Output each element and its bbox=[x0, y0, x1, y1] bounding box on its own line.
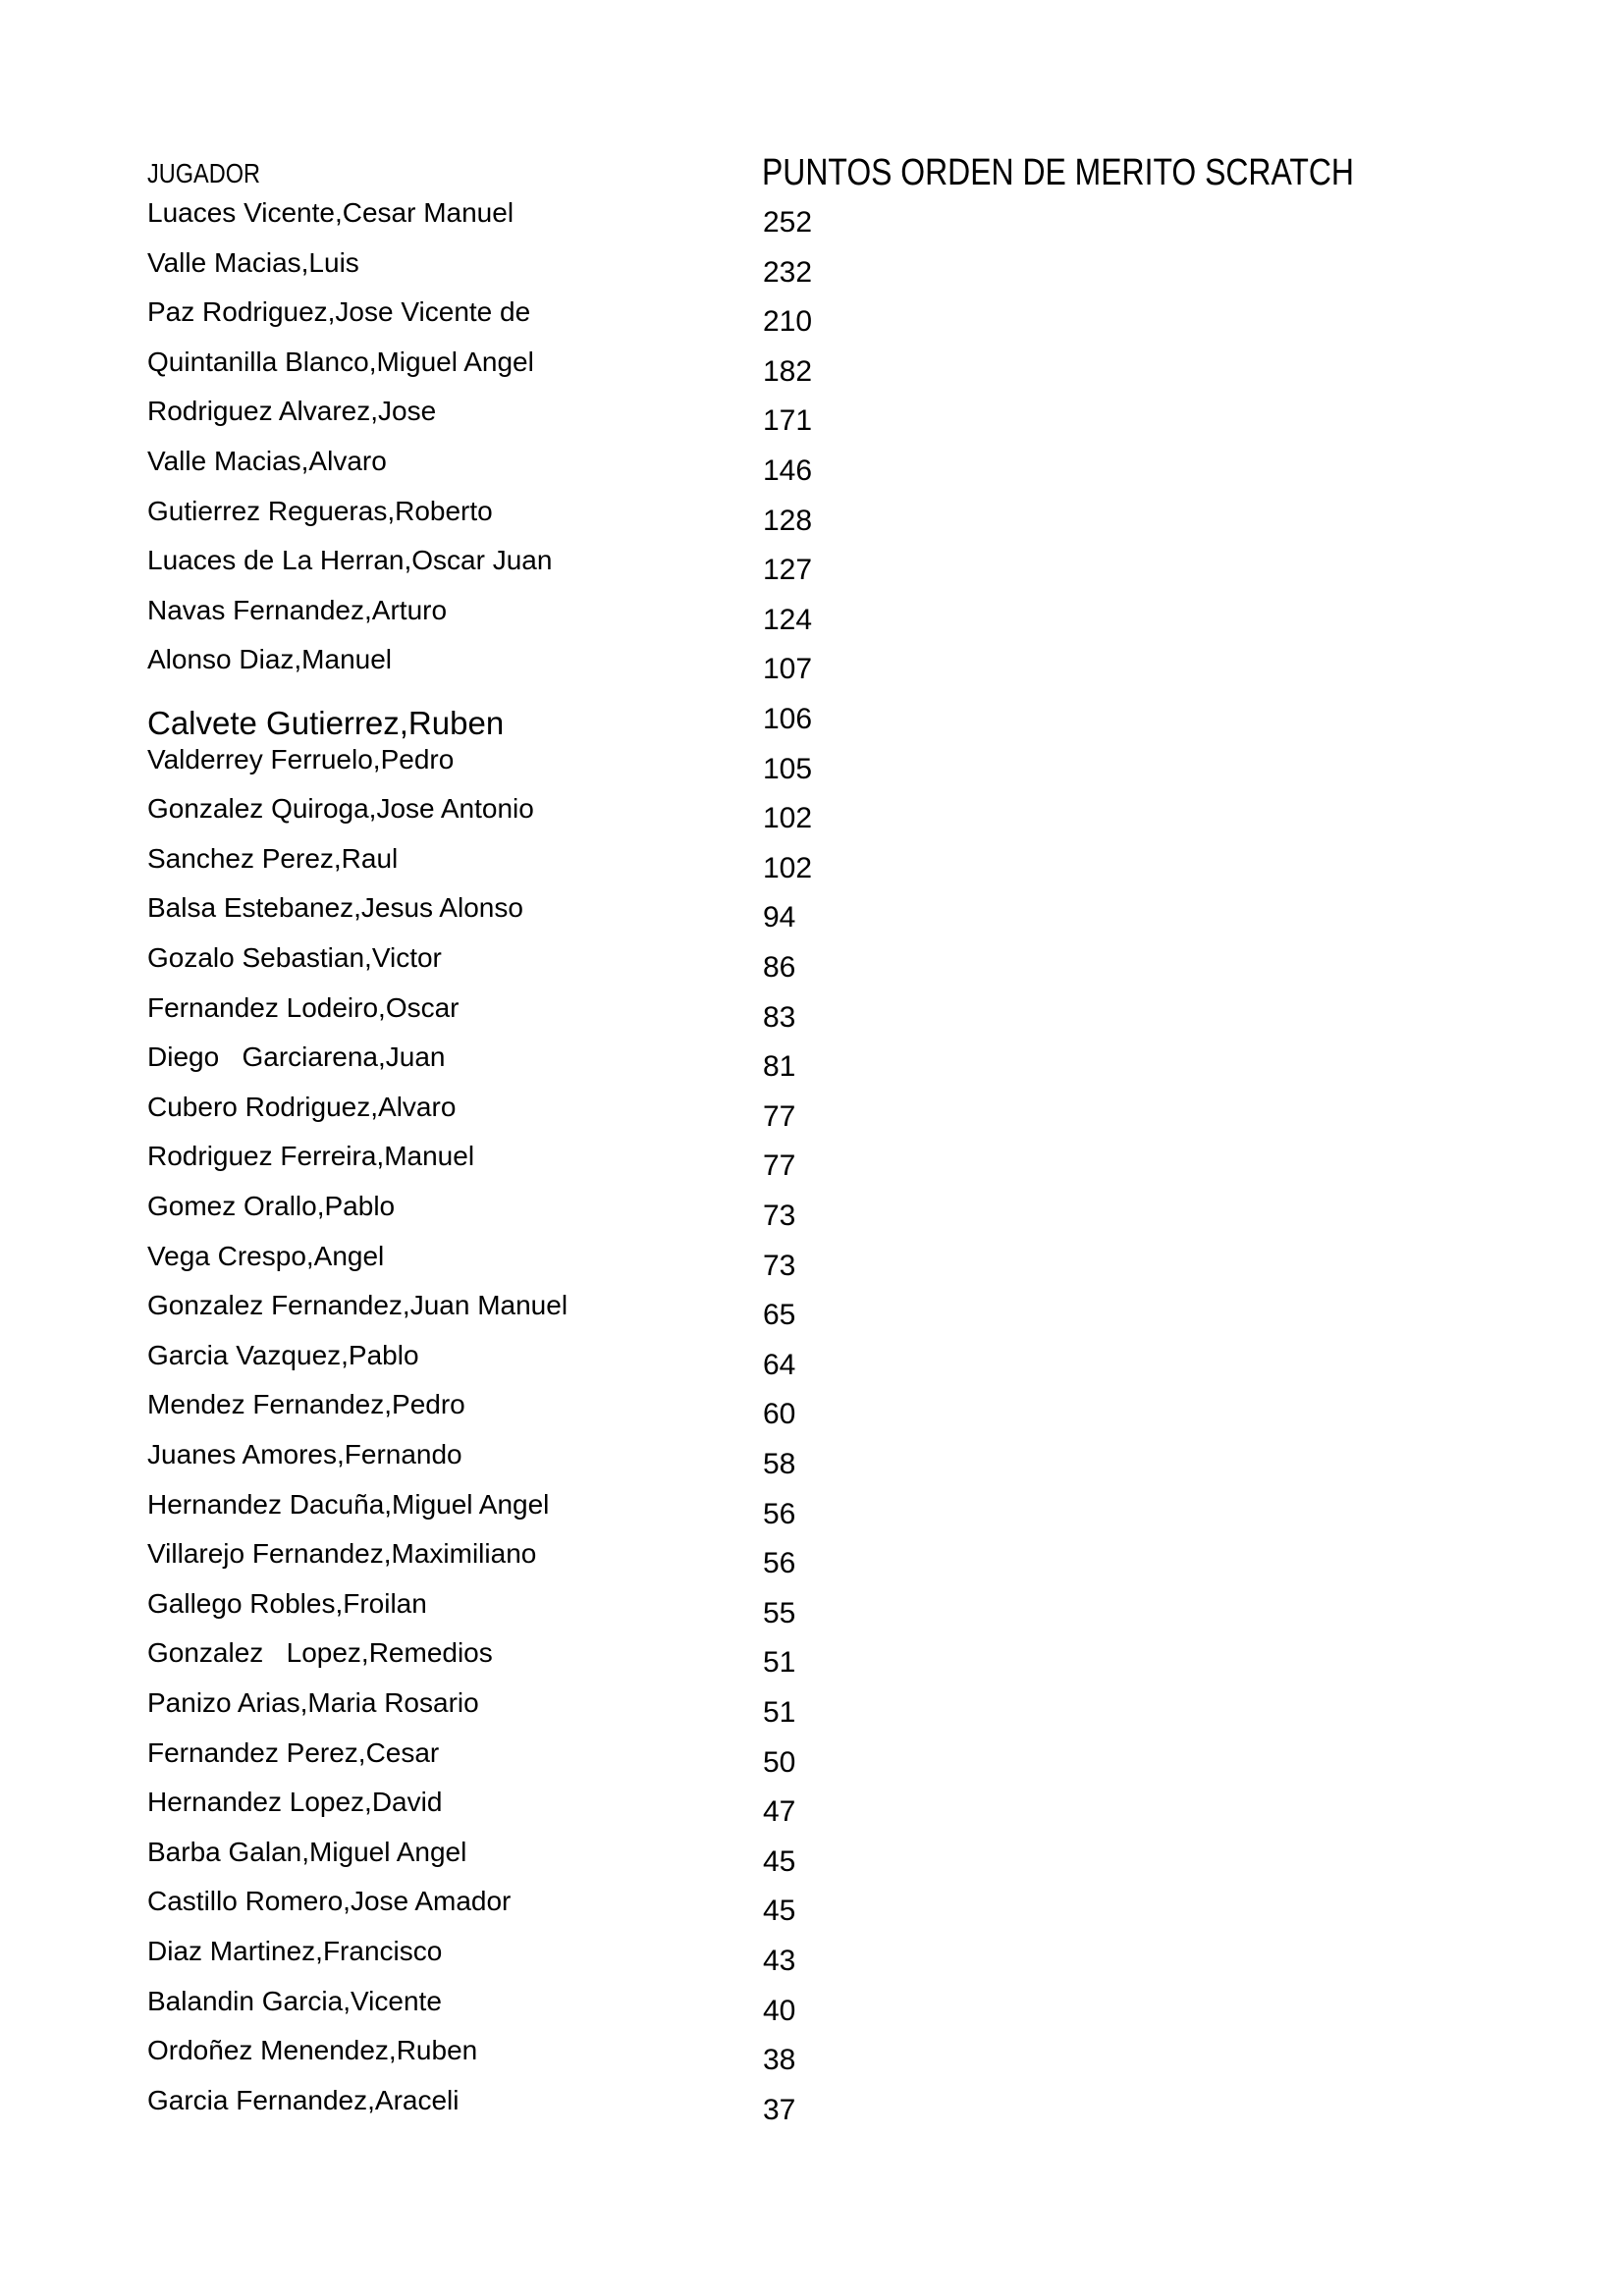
player-name: Panizo Arias,Maria Rosario bbox=[147, 1687, 479, 1718]
player-name: Valle Macias,Alvaro bbox=[147, 446, 387, 476]
player-points: 77 bbox=[763, 1099, 796, 1133]
player-name: Villarejo Fernandez,Maximiliano bbox=[147, 1538, 537, 1570]
player-name: Castillo Romero,Jose Amador bbox=[147, 1886, 512, 1917]
player-points: 51 bbox=[763, 1646, 796, 1680]
player-points: 56 bbox=[763, 1547, 796, 1580]
player-points: 83 bbox=[763, 1000, 796, 1034]
player-points: 65 bbox=[763, 1299, 796, 1332]
column-header-jugador: JUGADOR bbox=[147, 158, 261, 188]
player-points: 210 bbox=[763, 305, 813, 339]
player-name: Gonzalez Quiroga,Jose Antonio bbox=[147, 793, 534, 825]
player-points: 232 bbox=[763, 255, 813, 289]
player-points: 106 bbox=[763, 703, 813, 735]
player-points: 37 bbox=[763, 2093, 796, 2126]
player-points: 86 bbox=[763, 951, 796, 984]
player-points: 124 bbox=[763, 603, 813, 636]
player-points: 146 bbox=[763, 454, 813, 487]
player-name: Barba Galan,Miguel Angel bbox=[147, 1836, 467, 1867]
player-name: Rodriguez Alvarez,Jose bbox=[147, 396, 437, 427]
player-name: Garcia Fernandez,Araceli bbox=[147, 2084, 460, 2115]
player-name: Gutierrez Regueras,Roberto bbox=[147, 495, 493, 526]
player-name: Luaces de La Herran,Oscar Juan bbox=[147, 545, 553, 576]
player-points: 45 bbox=[763, 1844, 796, 1878]
player-points: 77 bbox=[763, 1149, 796, 1183]
player-name: Ordoñez Menendez,Ruben bbox=[147, 2035, 478, 2066]
player-name: Fernandez Perez,Cesar bbox=[147, 1736, 440, 1768]
player-points: 64 bbox=[763, 1348, 796, 1381]
player-points: 45 bbox=[763, 1895, 796, 1928]
player-name: Quintanilla Blanco,Miguel Angel bbox=[147, 346, 534, 377]
player-name: Gozalo Sebastian,Victor bbox=[147, 942, 442, 973]
player-name: Navas Fernandez,Arturo bbox=[147, 594, 448, 625]
player-points: 171 bbox=[763, 404, 813, 438]
player-name: Valle Macias,Luis bbox=[147, 246, 359, 278]
player-name: Gomez Orallo,Pablo bbox=[147, 1191, 396, 1221]
player-points: 127 bbox=[763, 554, 813, 587]
player-points: 51 bbox=[763, 1696, 796, 1729]
player-points: 105 bbox=[763, 752, 813, 785]
player-name: Gallego Robles,Froilan bbox=[147, 1587, 427, 1619]
player-points: 60 bbox=[763, 1398, 796, 1431]
player-points: 55 bbox=[763, 1596, 796, 1629]
player-name: Alonso Diaz,Manuel bbox=[147, 644, 393, 675]
player-name: Hernandez Lopez,David bbox=[147, 1787, 443, 1818]
player-name: Diaz Martinez,Francisco bbox=[147, 1936, 443, 1966]
player-name: Rodriguez Ferreira,Manuel bbox=[147, 1141, 475, 1172]
player-name: Mendez Fernandez,Pedro bbox=[147, 1389, 465, 1420]
player-name: Juanes Amores,Fernando bbox=[147, 1439, 462, 1469]
player-name: Gonzalez Lopez,Remedios bbox=[147, 1637, 493, 1669]
player-name: Balandin Garcia,Vicente bbox=[147, 1985, 442, 2016]
player-name: Fernandez Lodeiro,Oscar bbox=[147, 991, 460, 1023]
player-points: 73 bbox=[763, 1200, 796, 1232]
player-points: 38 bbox=[763, 2044, 796, 2077]
player-points: 107 bbox=[763, 653, 813, 686]
player-name: Balsa Estebanez,Jesus Alonso bbox=[147, 892, 523, 924]
player-name: Valderrey Ferruelo,Pedro bbox=[147, 743, 455, 774]
player-name: Hernandez Dacuña,Miguel Angel bbox=[147, 1488, 550, 1520]
player-points: 182 bbox=[763, 354, 813, 388]
player-points: 56 bbox=[763, 1497, 796, 1530]
player-name: Sanchez Perez,Raul bbox=[147, 842, 399, 874]
column-header-puntos: PUNTOS ORDEN DE MERITO SCRATCH bbox=[762, 152, 1354, 193]
player-points: 102 bbox=[763, 802, 813, 835]
player-name: Garcia Vazquez,Pablo bbox=[147, 1339, 419, 1370]
player-points: 58 bbox=[763, 1448, 796, 1480]
player-name: Diego Garciarena,Juan bbox=[147, 1041, 446, 1073]
player-name: Gonzalez Fernandez,Juan Manuel bbox=[147, 1290, 568, 1321]
player-name: Vega Crespo,Angel bbox=[147, 1240, 385, 1271]
player-name: Luaces Vicente,Cesar Manuel bbox=[147, 197, 514, 228]
player-points: 40 bbox=[763, 1994, 796, 2027]
player-points: 94 bbox=[763, 901, 796, 934]
player-points: 43 bbox=[763, 1945, 796, 1977]
player-points: 102 bbox=[763, 851, 813, 884]
player-points: 73 bbox=[763, 1249, 796, 1282]
player-name: Calvete Gutierrez,Ruben bbox=[147, 705, 505, 741]
player-points: 128 bbox=[763, 504, 813, 537]
player-points: 50 bbox=[763, 1745, 796, 1779]
player-points: 47 bbox=[763, 1795, 796, 1829]
player-name: Paz Rodriguez,Jose Vicente de bbox=[147, 296, 531, 328]
player-points: 81 bbox=[763, 1050, 796, 1084]
player-name: Cubero Rodriguez,Alvaro bbox=[147, 1091, 457, 1122]
player-points: 252 bbox=[763, 206, 813, 239]
